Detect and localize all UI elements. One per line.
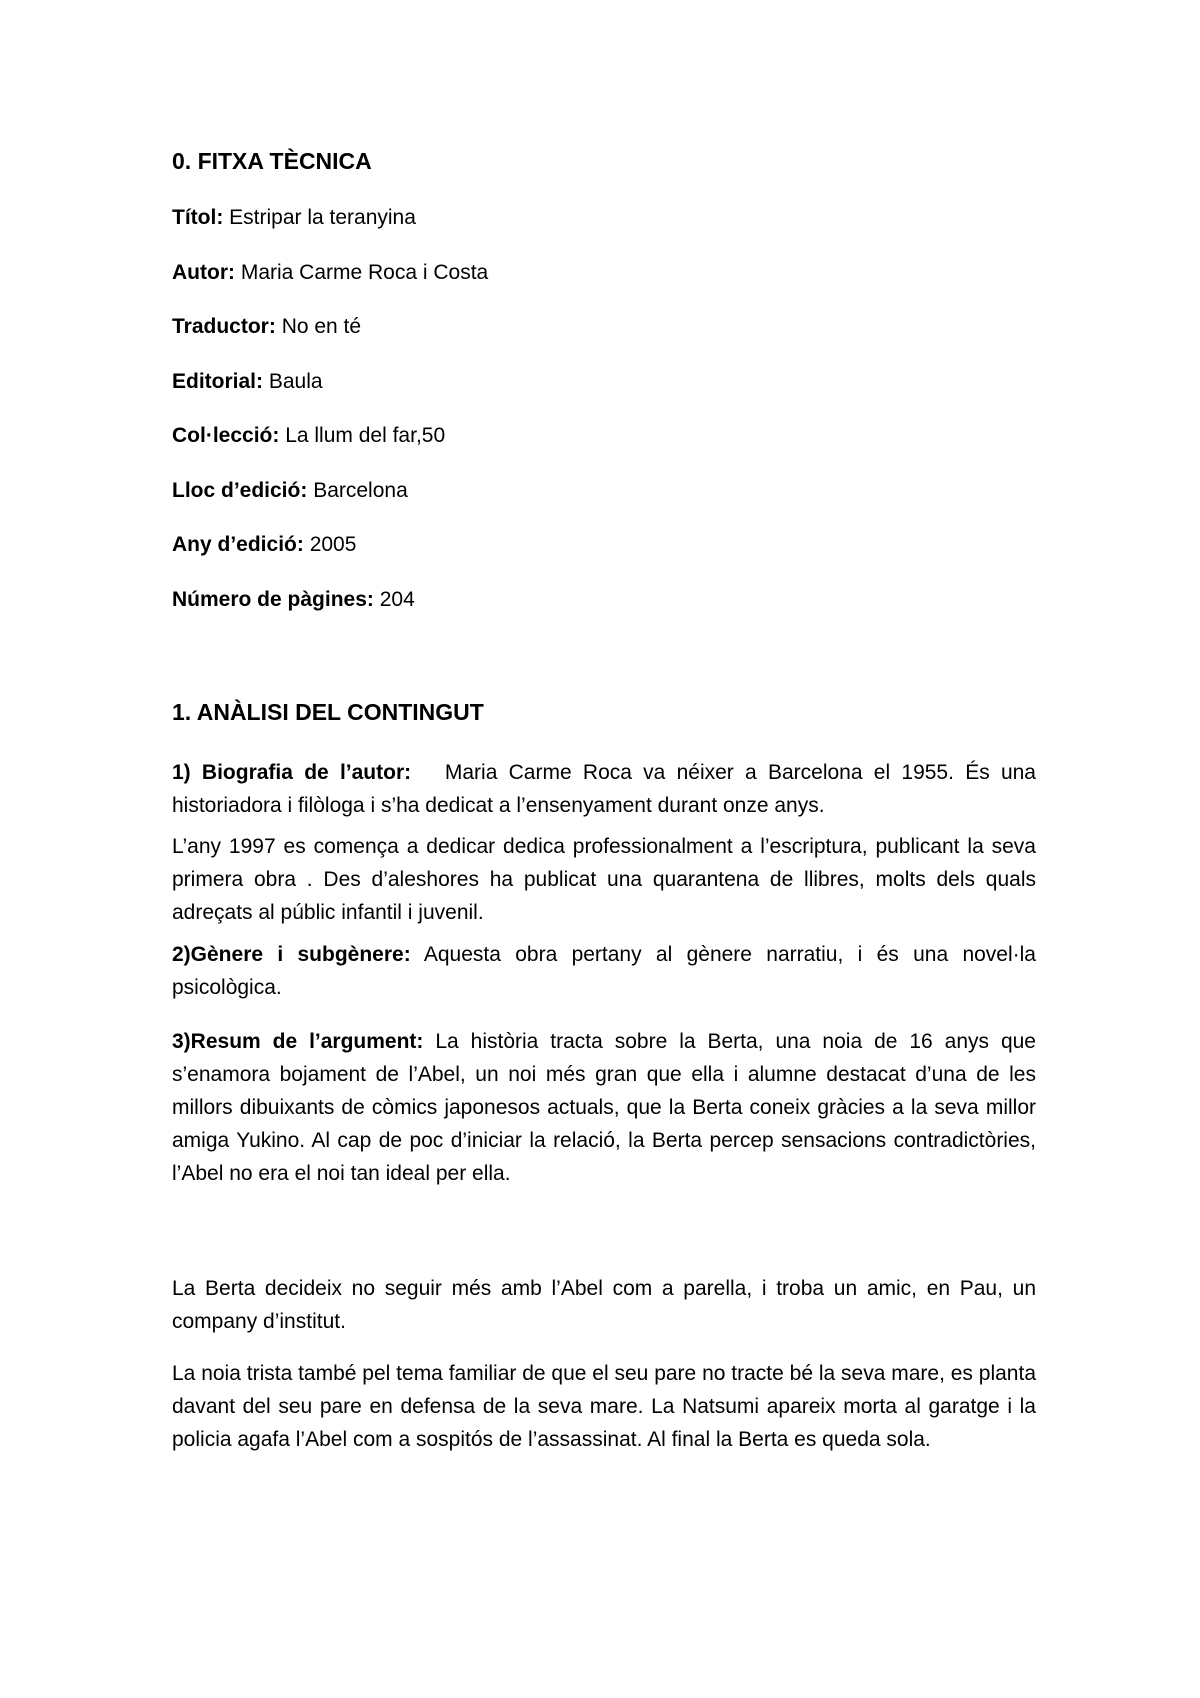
field-label: Lloc d’edició: bbox=[172, 479, 308, 502]
field-label: Número de pàgines: bbox=[172, 588, 374, 611]
field-titol bbox=[172, 201, 416, 234]
biografia-paragraph bbox=[172, 756, 1036, 822]
field-value: Maria Carme Roca i Costa bbox=[240, 261, 489, 284]
field-value: Estripar la teranyina bbox=[229, 206, 416, 229]
field-any-edicio bbox=[172, 528, 356, 561]
field-label: Editorial: bbox=[172, 370, 264, 393]
resum-label: 3)Resum de l’argument: bbox=[172, 1030, 424, 1053]
field-label: Any d’edició: bbox=[172, 533, 304, 556]
field-label: Autor: bbox=[172, 261, 235, 284]
genere-label: 2)Gènere i subgènere: bbox=[172, 943, 411, 966]
field-numero-pagines bbox=[172, 583, 415, 616]
field-value: Barcelona bbox=[313, 479, 408, 502]
biografia-paragraph-2: L’any 1997 es comença a dedicar dedica professionalment a l’escriptura, publicant la seva primera obra . Des d’aleshores ha publicat una quarantena de llibres, molts dels quals adreçats al públic infantil i juvenil. bbox=[172, 835, 1036, 924]
field-editorial bbox=[172, 365, 323, 398]
field-autor bbox=[172, 256, 488, 289]
field-value: La llum del far,50 bbox=[285, 424, 446, 447]
resum-text: La història tracta sobre la Berta, una noia de 16 anys que s’enamora bojament de l’Abel, un noi més gran que ella i alumne destacat d’una de les millors dibuixants de còmics japonesos actuals, que la Berta coneix gràcies a la seva millor amiga Yukino. Al cap de poc d’iniciar la relació, la Berta percep sensacions contradictòries, l’Abel no era el noi tan ideal per ella. bbox=[172, 1030, 1036, 1185]
resum-paragraph-3: La noia trista també pel tema familiar de que el seu pare no tracte bé la seva mare, es planta davant del seu pare en defensa de la seva mare. La Natsumi apareix morta al garatge i la policia agafa l’Abel com a sospitós de l’assassinat. Al final la Berta es queda sola. bbox=[172, 1362, 1036, 1451]
biografia-text: Maria Carme Roca va néixer a Barcelona el 1955. És una historiadora i filòloga i s’ha dedicat a l’ensenyament durant onze anys. bbox=[172, 761, 1036, 817]
field-value: 2005 bbox=[309, 533, 357, 556]
field-lloc-edicio bbox=[172, 474, 408, 507]
resum-paragraph bbox=[172, 1025, 1036, 1190]
section-1-heading: 1. ANÀLISI DEL CONTINGUT bbox=[172, 699, 484, 725]
genere-paragraph bbox=[172, 938, 1036, 1004]
field-label: Col·lecció: bbox=[172, 424, 280, 447]
field-value: 204 bbox=[379, 588, 415, 611]
field-value: Baula bbox=[268, 370, 323, 393]
field-colleccio bbox=[172, 419, 445, 452]
field-label: Traductor: bbox=[172, 315, 276, 338]
resum-paragraph-2: La Berta decideix no seguir més amb l’Abel com a parella, i troba un amic, en Pau, un company d’institut. bbox=[172, 1277, 1036, 1333]
genere-text: Aquesta obra pertany al gènere narratiu, i és una novel·la psicològica. bbox=[172, 943, 1036, 999]
section-0-heading: 0. FITXA TÈCNICA bbox=[172, 148, 372, 174]
biografia-label: 1) Biografia de l’autor: bbox=[172, 761, 412, 784]
field-traductor bbox=[172, 310, 361, 343]
field-value: No en té bbox=[281, 315, 362, 338]
field-label: Títol: bbox=[172, 206, 224, 229]
